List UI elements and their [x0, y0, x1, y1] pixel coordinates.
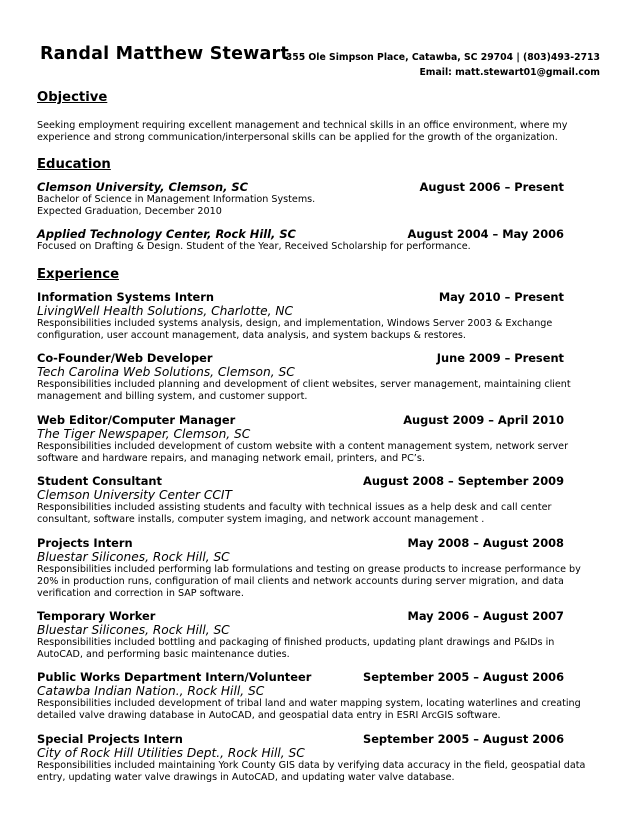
- job-dates: May 2006 – August 2007: [407, 609, 564, 623]
- job-dates: August 2008 – September 2009: [363, 474, 564, 488]
- job-header: [37, 474, 564, 488]
- job-organization: The Tiger Newspaper, Clemson, SC: [37, 427, 251, 441]
- job-description: Responsibilities included performing lab formulations and testing on grease products to increase performance by 20% in production runs, configuration of mail clients and network accounts during server migration, and data verification and correction in SAP software.: [37, 564, 581, 599]
- job-title: Co-Founder/Web Developer: [37, 351, 213, 365]
- job-title: Projects Intern: [37, 536, 133, 550]
- objective-text: Seeking employment requiring excellent management and technical skills in an office environment, where my experience and strong communication/interpersonal skills can be applied for the growth of the organization.: [37, 120, 568, 143]
- job-organization: City of Rock Hill Utilities Dept., Rock Hill, SC: [37, 746, 305, 760]
- job-header: [37, 732, 564, 746]
- education-detail: Focused on Drafting & Design. Student of the Year, Received Scholarship for performance.: [37, 241, 471, 252]
- job-title: Temporary Worker: [37, 609, 156, 623]
- job-header: [37, 609, 564, 623]
- job-header: [37, 290, 564, 304]
- job-header: [37, 670, 564, 684]
- contact-address-phone: 355 Ole Simpson Place, Catawba, SC 29704 | (803)493-2713: [285, 52, 600, 63]
- education-dates: August 2004 – May 2006: [407, 227, 564, 241]
- education-heading: Education: [37, 157, 111, 172]
- education-entry-header: [37, 180, 564, 194]
- education-detail: Bachelor of Science in Management Information Systems.: [37, 194, 316, 205]
- job-dates: September 2005 – August 2006: [363, 732, 564, 746]
- job-header: [37, 536, 564, 550]
- job-header: [37, 413, 564, 427]
- education-detail: Expected Graduation, December 2010: [37, 206, 222, 217]
- job-dates: May 2010 – Present: [438, 290, 564, 304]
- job-organization: Catawba Indian Nation., Rock Hill, SC: [37, 684, 265, 698]
- education-entry-header: [37, 227, 564, 241]
- contact-email: Email: matt.stewart01@gmail.com: [419, 67, 600, 78]
- job-title: Public Works Department Intern/Volunteer: [37, 670, 312, 684]
- job-organization: Clemson University Center CCIT: [37, 488, 232, 502]
- job-dates: June 2009 – Present: [436, 351, 564, 365]
- job-title: Student Consultant: [37, 474, 162, 488]
- job-dates: May 2008 – August 2008: [407, 536, 564, 550]
- job-description: Responsibilities included development of tribal land and water mapping system, locating waterlines and creating detailed valve drawing database in AutoCAD, and geospatial data entry in ESRI ArcGIS software.: [37, 698, 581, 721]
- job-organization: LivingWell Health Solutions, Charlotte, NC: [37, 304, 294, 318]
- job-dates: September 2005 – August 2006: [363, 670, 564, 684]
- job-description: Responsibilities included development of custom website with a content management system, network server software and hardware repairs, and managing network email, printers, and PC’s.: [37, 441, 569, 464]
- education-dates: August 2006 – Present: [419, 180, 564, 194]
- job-organization: Bluestar Silicones, Rock Hill, SC: [37, 550, 230, 564]
- job-header: [37, 351, 564, 365]
- job-organization: Tech Carolina Web Solutions, Clemson, SC: [37, 365, 295, 379]
- job-description: Responsibilities included planning and development of client websites, server management, maintaining client management and billing system, and customer support.: [37, 379, 571, 402]
- job-organization: Bluestar Silicones, Rock Hill, SC: [37, 623, 230, 637]
- job-title: Special Projects Intern: [37, 732, 183, 746]
- job-title: Web Editor/Computer Manager: [37, 413, 236, 427]
- experience-heading: Experience: [37, 267, 120, 282]
- job-description: Responsibilities included systems analysis, design, and implementation, Windows Server 2003 & Exchange configuration, user account management, data analysis, and system backups & restores.: [37, 318, 553, 341]
- job-description: Responsibilities included maintaining York County GIS data by verifying data accuracy in the field, geospatial data entry, updating water valve drawings in AutoCAD, and updating water valve database.: [37, 760, 586, 783]
- job-description: Responsibilities included bottling and packaging of finished products, updating plant drawings and P&IDs in AutoCAD, and performing basic maintenance duties.: [37, 637, 555, 660]
- job-dates: August 2009 – April 2010: [403, 413, 564, 427]
- job-description: Responsibilities included assisting students and faculty with technical issues as a help desk and call center consultant, software installs, computer system imaging, and network account management .: [37, 502, 552, 525]
- objective-heading: Objective: [37, 90, 108, 105]
- job-title: Information Systems Intern: [37, 290, 214, 304]
- resume-name: Randal Matthew Stewart: [40, 44, 289, 64]
- education-school: Clemson University, Clemson, SC: [37, 180, 248, 194]
- education-school: Applied Technology Center, Rock Hill, SC: [37, 227, 296, 241]
